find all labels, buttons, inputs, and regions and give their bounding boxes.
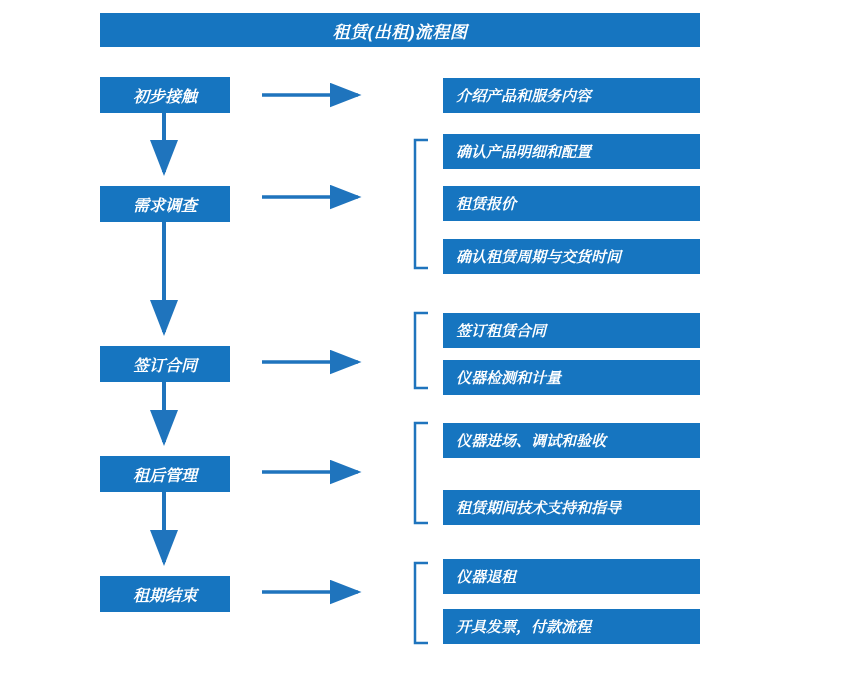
stage-box-1[interactable]: 初步接触 [100, 77, 230, 113]
stage-box-5[interactable]: 租期结束 [100, 576, 230, 612]
detail-group-brackets [415, 140, 428, 643]
detail-box-5[interactable]: 签订租赁合同 [443, 313, 700, 348]
detail-box-6[interactable]: 仪器检测和计量 [443, 360, 700, 395]
stage-box-3[interactable]: 签订合同 [100, 346, 230, 382]
chart-title: 租赁(出租)流程图 [100, 13, 700, 47]
detail-box-3[interactable]: 租赁报价 [443, 186, 700, 221]
stage-box-2[interactable]: 需求调查 [100, 186, 230, 222]
detail-box-1[interactable]: 介绍产品和服务内容 [443, 78, 700, 113]
detail-box-8[interactable]: 租赁期间技术支持和指导 [443, 490, 700, 525]
stage-box-4[interactable]: 租后管理 [100, 456, 230, 492]
detail-box-7[interactable]: 仪器进场、调试和验收 [443, 423, 700, 458]
detail-box-10[interactable]: 开具发票，付款流程 [443, 609, 700, 644]
detail-box-2[interactable]: 确认产品明细和配置 [443, 134, 700, 169]
stage-horizontal-arrows [262, 95, 358, 592]
detail-box-9[interactable]: 仪器退租 [443, 559, 700, 594]
detail-box-4[interactable]: 确认租赁周期与交货时间 [443, 239, 700, 274]
